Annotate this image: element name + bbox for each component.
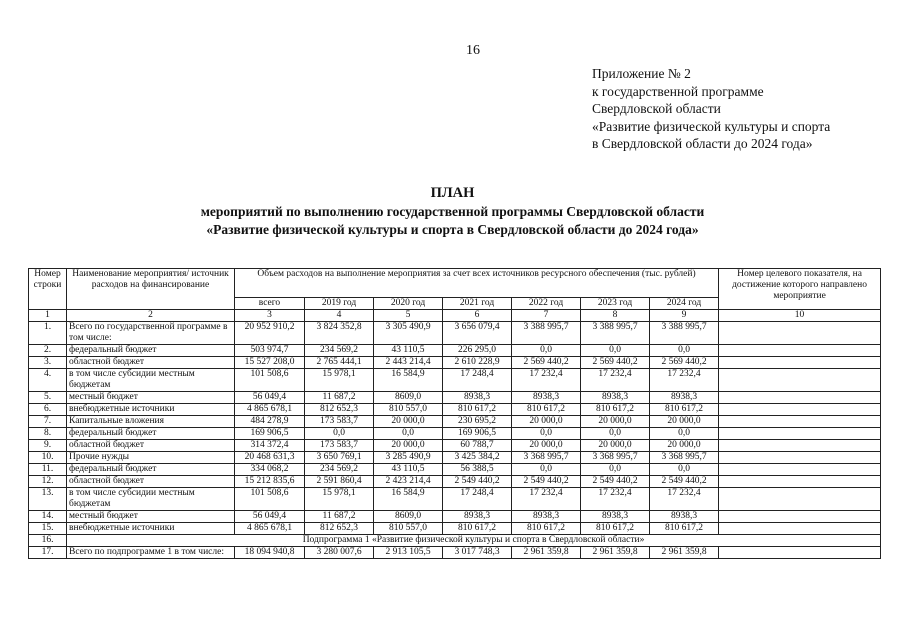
row-value: 11 687,2 [305, 392, 374, 404]
row-value: 20 000,0 [650, 440, 719, 452]
row-number: 13. [29, 488, 67, 511]
row-value: 0,0 [512, 464, 581, 476]
row-value: 20 000,0 [374, 416, 443, 428]
row-target [719, 547, 881, 559]
row-value: 314 372,4 [235, 440, 305, 452]
row-value: 0,0 [512, 345, 581, 357]
table-row [29, 392, 881, 404]
row-name: федеральный бюджет [67, 428, 235, 440]
row-value: 2 913 105,5 [374, 547, 443, 559]
row-number: 5. [29, 392, 67, 404]
row-value: 20 000,0 [374, 440, 443, 452]
row-number: 10. [29, 452, 67, 464]
row-name: Капитальные вложения [67, 416, 235, 428]
row-name: федеральный бюджет [67, 345, 235, 357]
row-value: 20 000,0 [512, 440, 581, 452]
row-number: 12. [29, 476, 67, 488]
row-value: 2 591 860,4 [305, 476, 374, 488]
row-value: 15 978,1 [305, 369, 374, 392]
row-name: областной бюджет [67, 357, 235, 369]
row-name: областной бюджет [67, 440, 235, 452]
row-name: областной бюджет [67, 476, 235, 488]
page-number: 16 [466, 43, 480, 58]
table-row [29, 547, 881, 559]
row-value: 17 232,4 [650, 369, 719, 392]
row-value: 810 617,2 [581, 523, 650, 535]
row-number: 17. [29, 547, 67, 559]
row-target [719, 357, 881, 369]
row-value: 0,0 [305, 428, 374, 440]
table-row [29, 345, 881, 357]
row-value: 101 508,6 [235, 488, 305, 511]
row-value: 8609,0 [374, 392, 443, 404]
row-value: 810 557,0 [374, 523, 443, 535]
row-value: 2 549 440,2 [443, 476, 512, 488]
row-value: 60 788,7 [443, 440, 512, 452]
row-value: 3 285 490,9 [374, 452, 443, 464]
row-value: 17 232,4 [512, 488, 581, 511]
row-target [719, 322, 881, 345]
row-value: 20 000,0 [581, 440, 650, 452]
row-number: 7. [29, 416, 67, 428]
row-value: 812 652,3 [305, 523, 374, 535]
appendix-line: к государственной программе [592, 83, 764, 99]
row-target [719, 428, 881, 440]
row-target [719, 464, 881, 476]
row-value: 11 687,2 [305, 511, 374, 523]
column-number: 8 [581, 310, 650, 322]
row-name: Прочие нужды [67, 452, 235, 464]
row-value: 43 110,5 [374, 345, 443, 357]
row-value: 3 368 995,7 [512, 452, 581, 464]
row-value: 2 961 359,8 [650, 547, 719, 559]
row-name: Всего по государственной программе в том числе: [67, 322, 235, 345]
table-row [29, 322, 881, 345]
row-value: 15 527 208,0 [235, 357, 305, 369]
row-target [719, 523, 881, 535]
header-year: 2019 год [305, 298, 374, 310]
table-row [29, 523, 881, 535]
row-value: 2 549 440,2 [581, 476, 650, 488]
row-value: 812 652,3 [305, 404, 374, 416]
row-value: 20 000,0 [581, 416, 650, 428]
table-row [29, 404, 881, 416]
plan-table [28, 268, 881, 559]
row-value: 3 388 995,7 [650, 322, 719, 345]
row-value: 8938,3 [581, 392, 650, 404]
subprogram-row [29, 535, 881, 547]
row-value: 810 617,2 [581, 404, 650, 416]
row-value: 0,0 [512, 428, 581, 440]
row-value: 2 569 440,2 [650, 357, 719, 369]
row-value: 8609,0 [374, 511, 443, 523]
row-number: 14. [29, 511, 67, 523]
row-value: 0,0 [581, 428, 650, 440]
row-name: местный бюджет [67, 511, 235, 523]
row-value: 173 583,7 [305, 416, 374, 428]
row-value: 810 617,2 [650, 523, 719, 535]
table-row [29, 511, 881, 523]
table-row [29, 452, 881, 464]
row-value: 810 557,0 [374, 404, 443, 416]
row-value: 484 278,9 [235, 416, 305, 428]
row-number: 8. [29, 428, 67, 440]
row-value: 810 617,2 [443, 404, 512, 416]
table-row [29, 488, 881, 511]
appendix-block [592, 65, 830, 153]
row-value: 334 068,2 [235, 464, 305, 476]
row-value: 8938,3 [581, 511, 650, 523]
row-value: 8938,3 [650, 511, 719, 523]
column-number: 7 [512, 310, 581, 322]
row-value: 17 232,4 [581, 488, 650, 511]
header-volume: Объем расходов на выполнение мероприятия за счет всех источников ресурсного обеспечения (тыс. рублей) [235, 269, 719, 298]
row-value: 2 961 359,8 [581, 547, 650, 559]
appendix-line: Свердловской области [592, 101, 721, 116]
row-number: 1. [29, 322, 67, 345]
table-row [29, 440, 881, 452]
row-value: 810 617,2 [650, 404, 719, 416]
column-number: 6 [443, 310, 512, 322]
row-value: 8938,3 [443, 392, 512, 404]
row-value: 17 248,4 [443, 369, 512, 392]
row-value: 101 508,6 [235, 369, 305, 392]
row-value: 16 584,9 [374, 488, 443, 511]
row-value: 17 248,4 [443, 488, 512, 511]
row-value: 20 000,0 [512, 416, 581, 428]
row-number: 6. [29, 404, 67, 416]
row-value: 169 906,5 [235, 428, 305, 440]
table-row [29, 464, 881, 476]
row-value: 17 232,4 [581, 369, 650, 392]
appendix-line: в Свердловской области до 2024 года» [592, 136, 813, 151]
table-row [29, 369, 881, 392]
row-value: 3 388 995,7 [581, 322, 650, 345]
row-value: 3 650 769,1 [305, 452, 374, 464]
row-number: 3. [29, 357, 67, 369]
row-value: 4 865 678,1 [235, 404, 305, 416]
row-value: 503 974,7 [235, 345, 305, 357]
row-target [719, 440, 881, 452]
table-row [29, 416, 881, 428]
row-value: 15 978,1 [305, 488, 374, 511]
appendix-line: Приложение № 2 [592, 66, 691, 81]
row-number: 9. [29, 440, 67, 452]
row-value: 20 000,0 [650, 416, 719, 428]
row-target [719, 345, 881, 357]
row-value: 234 569,2 [305, 345, 374, 357]
row-value: 3 305 490,9 [374, 322, 443, 345]
row-value: 20 468 631,3 [235, 452, 305, 464]
row-number: 15. [29, 523, 67, 535]
row-value: 56 049,4 [235, 511, 305, 523]
header-year: 2024 год [650, 298, 719, 310]
row-name: в том числе субсидии местным бюджетам [67, 369, 235, 392]
row-value: 8938,3 [650, 392, 719, 404]
row-value: 3 368 995,7 [581, 452, 650, 464]
row-target [719, 392, 881, 404]
row-value: 0,0 [374, 428, 443, 440]
table-row [29, 428, 881, 440]
header-year: 2022 год [512, 298, 581, 310]
row-value: 2 765 444,1 [305, 357, 374, 369]
row-name: в том числе субсидии местным бюджетам [67, 488, 235, 511]
row-value: 8938,3 [443, 511, 512, 523]
row-value: 4 865 678,1 [235, 523, 305, 535]
row-value: 3 425 384,2 [443, 452, 512, 464]
row-name: внебюджетные источники [67, 404, 235, 416]
row-value: 0,0 [650, 428, 719, 440]
row-value: 56 049,4 [235, 392, 305, 404]
row-value: 8938,3 [512, 392, 581, 404]
row-target [719, 404, 881, 416]
row-value: 2 549 440,2 [650, 476, 719, 488]
row-name: федеральный бюджет [67, 464, 235, 476]
row-value: 3 017 748,3 [443, 547, 512, 559]
row-target [719, 369, 881, 392]
table-row [29, 357, 881, 369]
row-value: 18 094 940,8 [235, 547, 305, 559]
row-value: 3 656 079,4 [443, 322, 512, 345]
row-number: 4. [29, 369, 67, 392]
column-number: 5 [374, 310, 443, 322]
row-value: 0,0 [581, 345, 650, 357]
appendix-line: «Развитие физической культуры и спорта [592, 118, 831, 134]
row-value: 810 617,2 [512, 523, 581, 535]
row-value: 0,0 [650, 345, 719, 357]
row-value: 810 617,2 [512, 404, 581, 416]
row-value: 2 569 440,2 [512, 357, 581, 369]
row-value: 17 232,4 [512, 369, 581, 392]
column-number: 10 [719, 310, 881, 322]
column-number: 1 [29, 310, 67, 322]
row-value: 2 443 214,4 [374, 357, 443, 369]
row-value: 173 583,7 [305, 440, 374, 452]
row-name: Всего по подпрограмме 1 в том числе: [67, 547, 235, 559]
header-year: 2020 год [374, 298, 443, 310]
row-target [719, 452, 881, 464]
row-value: 2 549 440,2 [512, 476, 581, 488]
row-value: 230 695,2 [443, 416, 512, 428]
table-row [29, 476, 881, 488]
row-value: 43 110,5 [374, 464, 443, 476]
row-value: 2 423 214,4 [374, 476, 443, 488]
row-value: 20 952 910,2 [235, 322, 305, 345]
row-value: 2 961 359,8 [512, 547, 581, 559]
row-target [719, 511, 881, 523]
header-year: всего [235, 298, 305, 310]
row-value: 17 232,4 [650, 488, 719, 511]
row-value: 169 906,5 [443, 428, 512, 440]
header-year: 2023 год [581, 298, 650, 310]
row-value: 0,0 [581, 464, 650, 476]
document-title: ПЛАН [430, 185, 475, 201]
row-value: 3 824 352,8 [305, 322, 374, 345]
row-value: 2 569 440,2 [581, 357, 650, 369]
row-target [719, 476, 881, 488]
header-name: Наименование мероприятия/ источник расходов на финансирование [67, 269, 235, 310]
row-target [719, 416, 881, 428]
row-value: 8938,3 [512, 511, 581, 523]
row-value: 2 610 228,9 [443, 357, 512, 369]
column-number: 9 [650, 310, 719, 322]
column-number-row [29, 310, 881, 322]
row-value: 3 280 007,6 [305, 547, 374, 559]
row-name: внебюджетные источники [67, 523, 235, 535]
column-number: 3 [235, 310, 305, 322]
row-target [719, 488, 881, 511]
row-number: 2. [29, 345, 67, 357]
column-number: 4 [305, 310, 374, 322]
header-row-number: Номер строки [29, 269, 67, 310]
row-value: 234 569,2 [305, 464, 374, 476]
row-number: 16. [29, 535, 67, 547]
header-year: 2021 год [443, 298, 512, 310]
column-number: 2 [67, 310, 235, 322]
row-value: 810 617,2 [443, 523, 512, 535]
row-value: 226 295,0 [443, 345, 512, 357]
row-value: 15 212 835,6 [235, 476, 305, 488]
row-name: местный бюджет [67, 392, 235, 404]
row-value: 0,0 [650, 464, 719, 476]
document-subtitle-line2: «Развитие физической культуры и спорта в Свердловской области до 2024 года» [206, 222, 699, 237]
header-target: Номер целевого показателя, на достижение которого направлено мероприятие [719, 269, 881, 310]
subprogram-title: Подпрограмма 1 «Развитие физической культуры и спорта в Свердловской области» [67, 535, 881, 547]
row-value: 56 388,5 [443, 464, 512, 476]
row-value: 16 584,9 [374, 369, 443, 392]
row-value: 3 388 995,7 [512, 322, 581, 345]
document-subtitle-line1: мероприятий по выполнению государственной программы Свердловской области [200, 204, 705, 219]
row-number: 11. [29, 464, 67, 476]
row-value: 3 368 995,7 [650, 452, 719, 464]
